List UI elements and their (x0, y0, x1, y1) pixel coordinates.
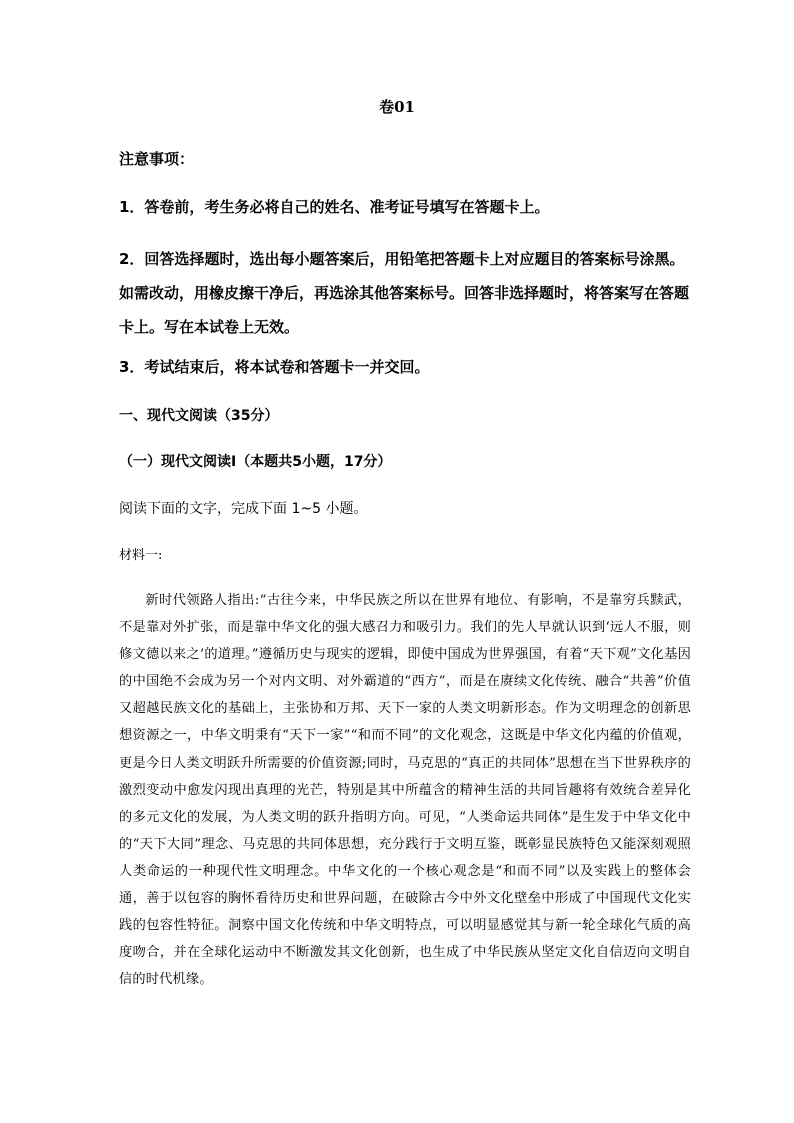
notice-heading: 注意事项： (119, 150, 195, 168)
subsection-heading: （一）现代文阅读Ⅰ（本题共5小题，17分） (119, 454, 392, 470)
section-heading: 一、现代文阅读（35分） (119, 408, 279, 424)
notice-item-1: 1．答卷前，考生务必将自己的姓名、准考证号填写在答题卡上。 (119, 198, 550, 216)
reading-instruction: 阅读下面的文字，完成下面 1~5 小题。 (119, 501, 368, 517)
material-text: 新时代领路人指出:“古往今来，中华民族之所以在世界有地位、有影响，不是靠穷兵黩武，不是靠对外扩张，而是靠中华文化的强大感召力和吸引力。我们的先人早就认识到‘远人不服，则修文德以来之’的道理。”遵循历史与现实的逻辑，即使中国成为世界强国，有着“天下观”文化基因的中国绝不会成为另一个对内文明、对外霸道的“西方”，而是在赓续文化传统、融合“共善”价值又超越民族文化的基础上，主张协和万邦、天下一家的人类文明新形态。作为文明理念的创新思想资源之一，中华文明秉有“天下一家”“和而不同”的文化观念，这既是中华文化内蕴的价值观，更是今日人类文明跃升所需要的价值资源;同时，马克思的“真正的共同体”思想在当下世界秩序的激烈变动中愈发闪现出真理的光芒，特别是其中所蕴含的精神生活的共同旨趣将有效统合差异化的多元文化的发展，为人类文明的跃升指明方向。可见，“人类命运共同体”是生发于中华文化中的“天下大同”理念、马克思的共同体思想，充分践行于文明互鉴，既彰显民族特色又能深刻观照人类命运的一种现代性文明理念。中华文化的一个核心观念是“和而不同”以及实践上的整体会通，善于以包容的胸怀看待历史和世界问题，在破除古今中外文化壁垒中形成了中国现代文化实践的包容性特征。洞察中国文化传统和中华文明特点，可以明显感觉其与新一轮全球化气质的高度吻合，并在全球化运动中不断激发其文化创新，也生成了中华民族从坚定文化自信迈向文明自信的时代机缘。 (119, 593, 691, 988)
material-label: 材料一: (119, 548, 163, 563)
notice-item-3: 3．考试结束后，将本试卷和答题卡一并交回。 (119, 358, 430, 376)
paper-title: 卷01 (379, 98, 415, 116)
notice-item-2: 2．回答选择题时，选出每小题答案后，用铅笔把答题卡上对应题目的答案标号涂黑。如需改动，用橡皮擦干净后，再选涂其他答案标号。回答非选择题时，将答案写在答题卡上。写在本试卷上无效。 (119, 250, 690, 336)
